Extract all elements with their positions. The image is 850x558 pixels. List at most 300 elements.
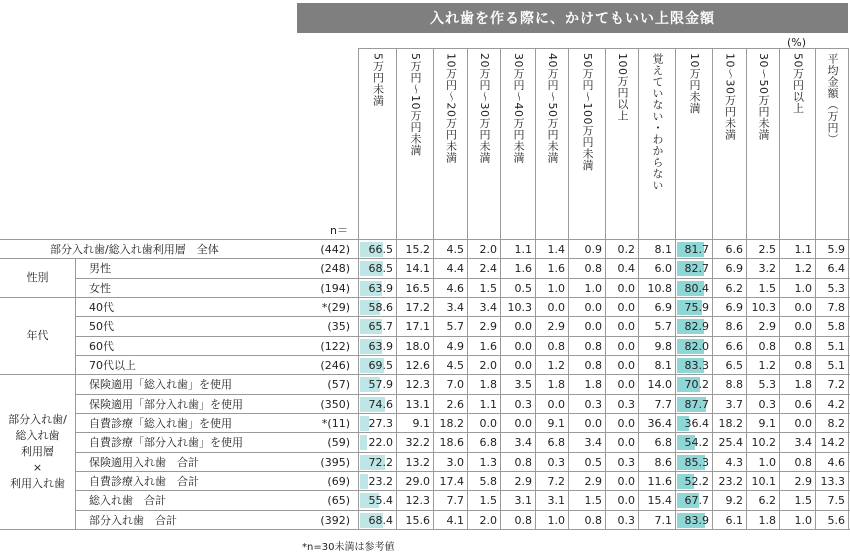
table-cell [500,414,535,433]
table-cell [433,375,467,394]
table-cell [779,356,815,375]
table-cell [500,453,535,472]
cell-value: 54.2 [684,436,709,450]
table-row [75,394,850,414]
table-cell [500,279,535,298]
row-group-label: 年代 [0,297,75,374]
table-cell [433,240,467,259]
column-header [358,48,396,236]
table-cell [675,337,712,356]
cell-value: 5.3 [827,281,845,295]
table-cell [605,279,638,298]
cell-value: 9.1 [758,416,776,430]
table-cell [712,511,746,530]
row-n: (35) [327,320,350,334]
table-cell [638,317,675,336]
table-cell [467,298,500,317]
table-cell [746,395,779,414]
row-n: (194) [320,281,350,295]
table-cell [638,491,675,510]
cell-value: 8.2 [827,416,845,430]
table-cell [638,433,675,452]
cell-value: 1.4 [547,243,565,256]
table-cell [433,511,467,530]
cell-value: 2.0 [479,243,497,256]
cell-value: 4.6 [827,455,845,469]
table-cell [746,491,779,510]
table-cell [638,375,675,394]
cell-value: 1.8 [547,378,565,392]
table-row [75,374,850,394]
table-cell [358,453,396,472]
table-cell [712,433,746,452]
cell-value: 15.4 [647,494,672,508]
table-cell [568,375,605,394]
row-n: (392) [320,513,350,527]
table-cell [712,375,746,394]
cell-value: 66.5 [368,243,393,256]
table-cell [779,375,815,394]
table-row [75,413,850,433]
cell-value: 1.5 [758,281,776,295]
table-cell [535,337,568,356]
cell-value: 1.5 [479,281,497,295]
cell-value: 10.2 [751,436,776,450]
table-cell [779,240,815,259]
table-cell [535,395,568,414]
cell-value: 10.3 [507,300,532,314]
cell-value: 7.7 [446,494,464,508]
cell-value: 2.9 [584,474,602,488]
cell-value: 13.1 [405,397,430,411]
table-cell [605,511,638,530]
row-n: (57) [327,378,350,392]
table-cell [746,433,779,452]
cell-value: 0.0 [617,300,635,314]
table-cell [433,433,467,452]
cell-value: 2.9 [479,320,497,334]
table-cell [535,472,568,491]
grid-line [433,48,434,529]
cell-value: 0.0 [617,320,635,334]
table-row [75,432,850,452]
cell-value: 3.5 [514,378,532,392]
cell-value: 4.3 [725,455,743,469]
cell-value: 70.2 [684,378,709,392]
table-cell [605,259,638,278]
cell-value: 8.8 [725,378,743,392]
cell-value: 0.0 [584,300,602,314]
cell-value: 1.2 [547,358,565,372]
cell-value: 18.0 [405,339,430,353]
cell-value: 3.1 [514,494,532,508]
row-n: (248) [320,262,350,276]
table-cell [675,433,712,452]
column-header-label: 10万円未満 [688,53,701,114]
row-label: 50代 [89,320,114,334]
cell-value: 0.3 [584,397,602,411]
cell-value: 4.5 [446,358,464,372]
column-header [500,48,535,236]
table-cell [500,375,535,394]
table-bottom-border [0,529,850,530]
cell-value: 6.8 [654,436,672,450]
cell-value: 27.3 [368,416,393,430]
cell-value: 9.1 [412,416,430,430]
table-cell [568,511,605,530]
table-cell [638,356,675,375]
row-label: 保険適用入れ歯 合計 [89,455,199,469]
cell-value: 8.6 [654,455,672,469]
table-cell [433,472,467,491]
table-cell [396,511,433,530]
cell-value: 0.3 [514,397,532,411]
cell-value: 6.8 [547,436,565,450]
table-cell [712,453,746,472]
table-cell [779,491,815,510]
table-cell [568,317,605,336]
cell-value: 13.3 [820,474,845,488]
table-cell [815,453,848,472]
table-cell [535,317,568,336]
row-label: 男性 [89,262,111,276]
table-cell [396,453,433,472]
cell-value: 1.8 [794,378,812,392]
table-cell [535,491,568,510]
table-cell [712,356,746,375]
grid-line [712,48,713,529]
cell-value: 75.9 [684,300,709,314]
table-row [75,452,850,472]
cell-value: 0.0 [584,416,602,430]
cell-value: 68.4 [368,513,393,527]
table-cell [675,298,712,317]
cell-value: 0.0 [617,494,635,508]
table-row [75,258,850,278]
table-cell [779,472,815,491]
table-cell [500,395,535,414]
group-divider [75,258,76,529]
cell-value: 0.0 [547,397,565,411]
table-cell [500,491,535,510]
cell-value: 0.0 [584,320,602,334]
table-row [75,490,850,510]
column-header [638,48,675,236]
cell-value: 0.8 [758,339,776,353]
table-cell [358,317,396,336]
cell-value: 2.9 [547,320,565,334]
table-cell [500,472,535,491]
cell-value: 6.1 [725,513,743,527]
row-n: (69) [327,474,350,488]
row-label: 女性 [89,281,111,295]
cell-value: 0.0 [617,416,635,430]
table-cell [396,491,433,510]
table-cell [675,472,712,491]
row-label: 総入れ歯 合計 [89,494,166,508]
table-cell [815,375,848,394]
grid-line [605,48,606,529]
row-n: (395) [320,455,350,469]
table-cell [779,298,815,317]
table-cell [467,337,500,356]
table-cell [815,395,848,414]
table-cell [779,337,815,356]
table-cell [535,279,568,298]
table-cell [568,279,605,298]
cell-value: 0.3 [547,455,565,469]
cell-value: 3.4 [584,436,602,450]
grid-line [467,48,468,529]
cell-value: 0.8 [584,513,602,527]
cell-value: 1.0 [758,455,776,469]
table-cell [815,298,848,317]
row-label: 60代 [89,339,114,353]
cell-value: 1.1 [479,397,497,411]
cell-value: 4.9 [446,339,464,353]
cell-value: 1.8 [479,378,497,392]
table-cell [605,298,638,317]
table-cell [675,375,712,394]
column-header-label: 覚えていない・わからない [651,53,664,191]
table-cell [605,375,638,394]
table-cell [396,472,433,491]
cell-value: 6.6 [725,243,743,256]
table-cell [535,356,568,375]
cell-value: 4.4 [446,262,464,276]
cell-value: 1.6 [547,262,565,276]
column-header [746,48,779,236]
table-cell [779,395,815,414]
table-cell [712,240,746,259]
cell-value: 82.9 [684,320,709,334]
cell-value: 0.8 [794,455,812,469]
table-cell [433,259,467,278]
cell-value: 13.2 [405,455,430,469]
cell-value: 1.0 [794,513,812,527]
table-cell [433,356,467,375]
table-cell [358,337,396,356]
cell-value: 0.0 [794,320,812,334]
table-cell [433,395,467,414]
cell-value: 81.7 [684,243,709,256]
cell-value: 68.5 [368,262,393,276]
cell-value: 0.6 [794,397,812,411]
cell-value: 8.6 [725,320,743,334]
table-cell [358,356,396,375]
cell-value: 5.1 [827,358,845,372]
cell-value: 17.1 [405,320,430,334]
cell-value: 72.2 [368,455,393,469]
table-cell [746,298,779,317]
table-cell [535,414,568,433]
grid-line [535,48,536,529]
cell-value: 0.0 [794,300,812,314]
cell-value: 63.9 [368,281,393,295]
cell-value: 36.4 [684,416,709,430]
cell-value: 1.0 [584,281,602,295]
table-cell [712,337,746,356]
cell-value: 0.3 [617,513,635,527]
cell-value: 7.2 [827,378,845,392]
grid-line [675,48,676,529]
cell-value: 3.0 [446,455,464,469]
table-cell [746,472,779,491]
grid-line [396,48,397,529]
table-cell [712,395,746,414]
table-cell [746,375,779,394]
table-cell [675,279,712,298]
table-cell [815,511,848,530]
table-cell [396,356,433,375]
cell-value: 58.6 [368,300,393,314]
table-row [75,471,850,491]
table-cell [500,433,535,452]
table-cell [358,491,396,510]
table-cell [568,433,605,452]
cell-value: 6.5 [725,358,743,372]
table-cell [358,298,396,317]
cell-value: 16.5 [405,281,430,295]
row-group-label: 部分入れ歯/ 総入れ歯 利用層 × 利用入れ歯 [0,374,75,529]
table-row [0,239,850,259]
cell-value: 1.2 [794,262,812,276]
cell-value: 18.2 [718,416,743,430]
cell-value: 0.3 [617,455,635,469]
cell-value: 9.1 [547,416,565,430]
column-header [605,48,638,236]
cell-value: 5.6 [827,513,845,527]
grid-line [638,48,639,529]
cell-value: 8.1 [654,358,672,372]
grid-line [358,48,359,529]
table-cell [396,240,433,259]
cell-value: 8.1 [654,243,672,256]
cell-value: 9.8 [654,339,672,353]
table-cell [712,472,746,491]
cell-value: 0.0 [617,474,635,488]
table-cell [535,433,568,452]
table-cell [746,240,779,259]
table-cell [568,491,605,510]
table-cell [605,395,638,414]
cell-value: 0.8 [794,339,812,353]
row-label: 保険適用「総入れ歯」を使用 [89,378,232,392]
table-cell [605,453,638,472]
cell-value: 3.2 [758,262,776,276]
column-header-label: 10万円～20万円未満 [444,53,458,164]
row-n: (350) [320,397,350,411]
table-cell [535,453,568,472]
table-cell [433,279,467,298]
cell-value: 7.8 [827,300,845,314]
table-cell [746,453,779,472]
cell-value: 2.0 [479,513,497,527]
cell-value: 0.0 [794,416,812,430]
table-cell [568,472,605,491]
table-cell [396,259,433,278]
table-cell [746,337,779,356]
column-header-label: 50万円～100万円未満 [581,53,594,171]
table-cell [396,279,433,298]
cell-value: 1.5 [584,494,602,508]
cell-value: 83.9 [684,513,709,527]
column-header-label: 5万円～10万円未満 [409,53,422,156]
cell-value: 0.8 [514,513,532,527]
unit-label: (%) [787,36,807,49]
cell-value: 12.6 [405,358,430,372]
column-header-label: 10～30万円未満 [723,53,737,141]
cell-value: 2.9 [514,474,532,488]
column-header-label: 30万円～40万円未満 [512,53,525,164]
table-cell [568,453,605,472]
cell-value: 5.9 [827,243,845,256]
cell-value: 2.9 [794,474,812,488]
table-cell [433,337,467,356]
cell-value: 65.7 [368,320,393,334]
table-cell [467,414,500,433]
table-cell [712,298,746,317]
table-cell [467,375,500,394]
table-cell [467,453,500,472]
table-cell [396,298,433,317]
table-cell [467,240,500,259]
cell-value: 1.6 [514,262,532,276]
cell-value: 0.0 [514,358,532,372]
table-cell [358,511,396,530]
cell-value: 5.8 [479,474,497,488]
row-label: 部分入れ歯 合計 [89,513,177,527]
table-cell [638,279,675,298]
cell-value: 12.3 [405,378,430,392]
table-cell [605,337,638,356]
table-cell [358,259,396,278]
cell-value: 3.7 [725,397,743,411]
table-row [75,278,850,298]
cell-value: 0.3 [617,397,635,411]
cell-value: 9.2 [725,494,743,508]
cell-value: 6.6 [725,339,743,353]
table-cell [675,356,712,375]
cell-value: 1.8 [584,378,602,392]
cell-value: 0.0 [479,416,497,430]
table-cell [779,433,815,452]
cell-value: 0.9 [584,243,602,256]
table-cell [500,511,535,530]
cell-value: 85.3 [684,455,709,469]
table-cell [605,472,638,491]
cell-value: 3.4 [479,300,497,314]
table-cell [568,395,605,414]
table-cell [396,395,433,414]
column-header-label: 50万円以上 [791,53,805,114]
row-group-label: 性別 [0,258,75,297]
cell-value: 0.8 [514,455,532,469]
column-header [433,48,467,236]
cell-value: 0.0 [514,416,532,430]
cell-value: 10.1 [751,474,776,488]
table-cell [467,279,500,298]
table-cell [535,511,568,530]
table-cell [535,375,568,394]
table-cell [467,317,500,336]
cell-value: 1.6 [479,339,497,353]
table-cell [638,414,675,433]
cell-value: 2.4 [479,262,497,276]
table-cell [675,511,712,530]
cell-value: 57.9 [368,378,393,392]
column-header-label: 20万円～30万円未満 [478,53,491,164]
